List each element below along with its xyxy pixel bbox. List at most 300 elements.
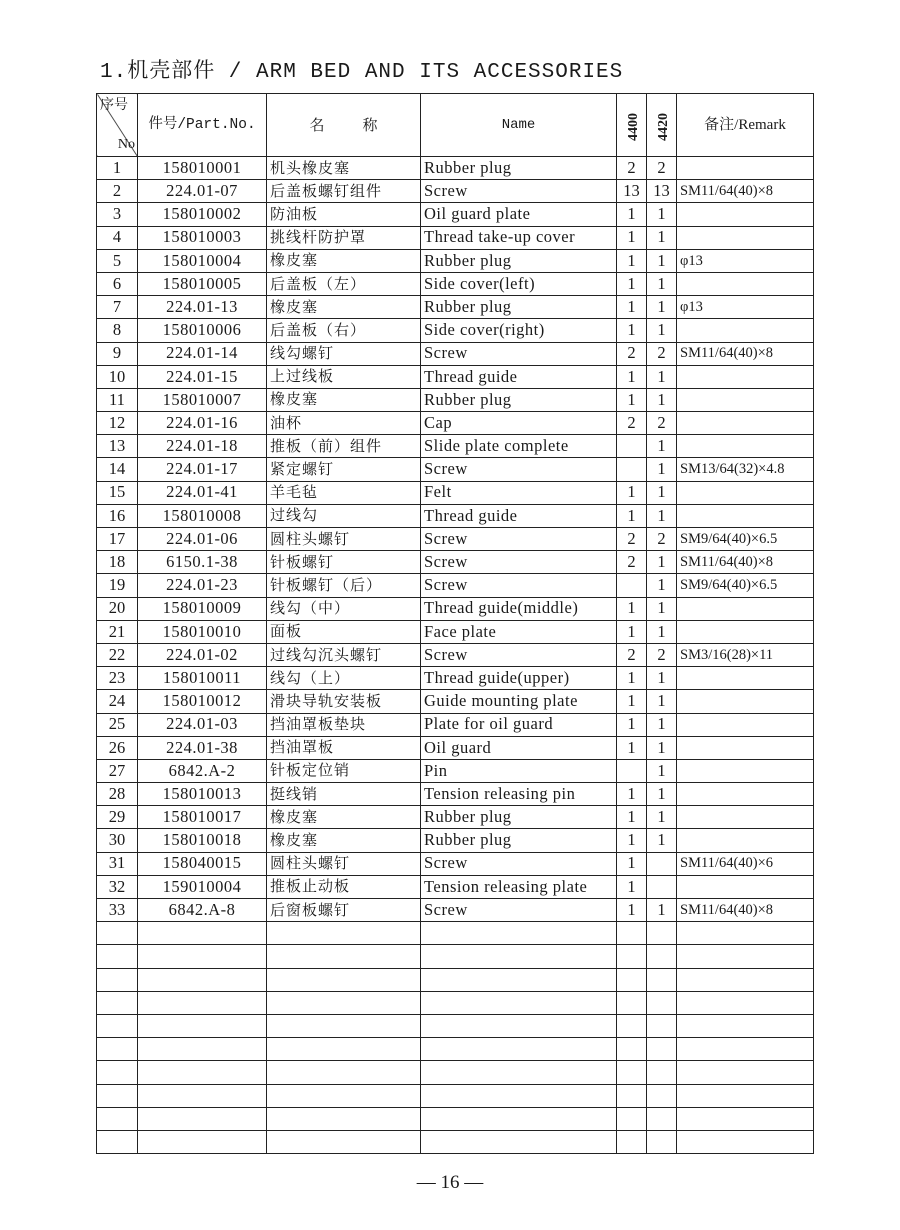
cell-qty-4400-empty [617, 1107, 647, 1130]
cell-no: 31 [97, 852, 138, 875]
cell-cn-name-empty [267, 1084, 421, 1107]
cell-cn-name: 针板螺钉 [267, 551, 421, 574]
cell-qty-4400: 1 [617, 481, 647, 504]
cell-part-no-empty [138, 945, 267, 968]
table-row [97, 203, 814, 226]
cell-cn-name: 针板螺钉（后） [267, 574, 421, 597]
cell-part-no: 158010010 [138, 620, 267, 643]
cell-cn-name: 推板（前）组件 [267, 435, 421, 458]
cell-qty-4420-empty [647, 1038, 677, 1061]
cell-name: Side cover(left) [421, 272, 617, 295]
cell-no: 27 [97, 759, 138, 782]
cell-remark: φ13 [677, 296, 814, 319]
cell-cn-name: 橡皮塞 [267, 388, 421, 411]
cell-remark-empty [677, 1014, 814, 1037]
cell-qty-4420 [647, 875, 677, 898]
cell-qty-4400: 1 [617, 319, 647, 342]
cell-no: 17 [97, 528, 138, 551]
cell-qty-4400: 2 [617, 157, 647, 180]
cell-part-no-empty [138, 1061, 267, 1084]
cell-no: 25 [97, 713, 138, 736]
cell-part-no-empty [138, 1084, 267, 1107]
cell-qty-4400-empty [617, 991, 647, 1014]
cell-cn-name-empty [267, 1014, 421, 1037]
cell-part-no: 158010011 [138, 667, 267, 690]
parts-table [96, 93, 814, 1154]
cell-no: 13 [97, 435, 138, 458]
cell-name: Felt [421, 481, 617, 504]
cell-name: Screw [421, 528, 617, 551]
cell-name-empty [421, 1038, 617, 1061]
cell-remark [677, 875, 814, 898]
table-row [97, 783, 814, 806]
cell-cn-name-empty [267, 1107, 421, 1130]
cell-part-no: 224.01-41 [138, 481, 267, 504]
cell-remark: SM3/16(28)×11 [677, 643, 814, 666]
cell-name-empty [421, 1084, 617, 1107]
empty-table-row [97, 1107, 814, 1130]
table-header-row [97, 94, 814, 157]
cell-remark [677, 783, 814, 806]
cell-qty-4420: 2 [647, 157, 677, 180]
cell-part-no: 158010003 [138, 226, 267, 249]
table-row [97, 574, 814, 597]
cell-part-no: 6150.1-38 [138, 551, 267, 574]
cell-no-empty [97, 1014, 138, 1037]
table-row [97, 829, 814, 852]
cell-remark: SM9/64(40)×6.5 [677, 528, 814, 551]
cell-qty-4420: 1 [647, 481, 677, 504]
cell-remark [677, 806, 814, 829]
cell-cn-name: 挡油罩板垫块 [267, 713, 421, 736]
cell-qty-4400: 1 [617, 272, 647, 295]
cell-part-no: 224.01-15 [138, 365, 267, 388]
cell-no: 30 [97, 829, 138, 852]
cell-qty-4400: 1 [617, 690, 647, 713]
cell-cn-name: 圆柱头螺钉 [267, 528, 421, 551]
cell-part-no-empty [138, 1014, 267, 1037]
table-row [97, 481, 814, 504]
cell-name: Screw [421, 458, 617, 481]
cell-name-empty [421, 991, 617, 1014]
table-row [97, 852, 814, 875]
cell-part-no: 224.01-06 [138, 528, 267, 551]
table-row [97, 296, 814, 319]
cell-part-no: 158010013 [138, 783, 267, 806]
cell-qty-4400: 1 [617, 713, 647, 736]
header-part-no: 件号/Part.No. [138, 94, 267, 157]
cell-no-empty [97, 991, 138, 1014]
header-remark: 备注/Remark [677, 94, 814, 157]
cell-cn-name: 面板 [267, 620, 421, 643]
cell-remark [677, 620, 814, 643]
cell-part-no-empty [138, 991, 267, 1014]
cell-cn-name: 线勾螺钉 [267, 342, 421, 365]
cell-qty-4420: 1 [647, 551, 677, 574]
cell-no: 10 [97, 365, 138, 388]
cell-cn-name: 机头橡皮塞 [267, 157, 421, 180]
cell-qty-4400: 1 [617, 899, 647, 922]
cell-qty-4400-empty [617, 1130, 647, 1153]
cell-qty-4400: 2 [617, 342, 647, 365]
cell-name-empty [421, 1130, 617, 1153]
header-no-cn: 序号 [100, 97, 128, 113]
cell-name-empty [421, 968, 617, 991]
cell-name: Tension releasing plate [421, 875, 617, 898]
cell-name: Pin [421, 759, 617, 782]
cell-name-empty [421, 1014, 617, 1037]
table-row [97, 157, 814, 180]
cell-part-no-empty [138, 968, 267, 991]
cell-qty-4400-empty [617, 922, 647, 945]
cell-cn-name: 针板定位销 [267, 759, 421, 782]
cell-cn-name: 橡皮塞 [267, 249, 421, 272]
header-model-4400 [617, 94, 647, 157]
cell-qty-4420: 1 [647, 736, 677, 759]
table-row [97, 342, 814, 365]
cell-remark [677, 736, 814, 759]
cell-cn-name: 后盖板（左） [267, 272, 421, 295]
cell-qty-4400-empty [617, 1038, 647, 1061]
cell-qty-4400: 1 [617, 504, 647, 527]
cell-qty-4400: 1 [617, 829, 647, 852]
cell-remark [677, 412, 814, 435]
cell-name: Screw [421, 180, 617, 203]
cell-remark-empty [677, 1061, 814, 1084]
cell-no: 24 [97, 690, 138, 713]
cell-remark: SM11/64(40)×8 [677, 899, 814, 922]
cell-name: Oil guard plate [421, 203, 617, 226]
table-row [97, 180, 814, 203]
cell-remark [677, 435, 814, 458]
cell-cn-name: 油杯 [267, 412, 421, 435]
cell-no: 6 [97, 272, 138, 295]
cell-qty-4400: 1 [617, 388, 647, 411]
cell-name: Rubber plug [421, 296, 617, 319]
table-row [97, 713, 814, 736]
cell-no-empty [97, 1038, 138, 1061]
cell-name: Thread take-up cover [421, 226, 617, 249]
cell-qty-4400: 1 [617, 852, 647, 875]
cell-cn-name: 挑线杆防护罩 [267, 226, 421, 249]
cell-cn-name: 防油板 [267, 203, 421, 226]
cell-name: Rubber plug [421, 388, 617, 411]
cell-remark-empty [677, 991, 814, 1014]
cell-cn-name: 挺线销 [267, 783, 421, 806]
cell-qty-4420: 1 [647, 435, 677, 458]
cell-cn-name: 橡皮塞 [267, 296, 421, 319]
cell-cn-name: 线勾（中） [267, 597, 421, 620]
cell-name: Screw [421, 643, 617, 666]
cell-cn-name: 后盖板（右） [267, 319, 421, 342]
cell-no: 2 [97, 180, 138, 203]
cell-part-no: 224.01-14 [138, 342, 267, 365]
table-row [97, 736, 814, 759]
cell-cn-name: 羊毛毡 [267, 481, 421, 504]
cell-part-no: 158010002 [138, 203, 267, 226]
cell-qty-4420: 1 [647, 458, 677, 481]
cell-no: 7 [97, 296, 138, 319]
cell-qty-4400: 1 [617, 226, 647, 249]
cell-remark: φ13 [677, 249, 814, 272]
cell-qty-4420-empty [647, 1107, 677, 1130]
empty-table-row [97, 1038, 814, 1061]
cell-no: 32 [97, 875, 138, 898]
cell-part-no: 158040015 [138, 852, 267, 875]
cell-no: 28 [97, 783, 138, 806]
cell-name: Thread guide(middle) [421, 597, 617, 620]
cell-qty-4400-empty [617, 1084, 647, 1107]
page-number: — 16 — [416, 1172, 484, 1193]
table-row [97, 875, 814, 898]
cell-part-no: 224.01-16 [138, 412, 267, 435]
cell-qty-4400: 2 [617, 551, 647, 574]
cell-part-no-empty [138, 922, 267, 945]
cell-name: Thread guide [421, 365, 617, 388]
cell-cn-name: 过线勾沉头螺钉 [267, 643, 421, 666]
cell-name: Rubber plug [421, 806, 617, 829]
cell-no: 29 [97, 806, 138, 829]
cell-no: 9 [97, 342, 138, 365]
cell-qty-4420: 2 [647, 528, 677, 551]
cell-name: Screw [421, 342, 617, 365]
cell-cn-name: 紧定螺钉 [267, 458, 421, 481]
cell-cn-name-empty [267, 968, 421, 991]
cell-remark [677, 829, 814, 852]
cell-remark-empty [677, 1038, 814, 1061]
table-row [97, 226, 814, 249]
cell-part-no-empty [138, 1107, 267, 1130]
cell-name-empty [421, 1061, 617, 1084]
header-cn-name-b: 称 [362, 115, 378, 134]
cell-part-no: 158010012 [138, 690, 267, 713]
cell-remark [677, 365, 814, 388]
cell-part-no: 158010006 [138, 319, 267, 342]
cell-remark [677, 759, 814, 782]
cell-no: 11 [97, 388, 138, 411]
header-name: Name [421, 94, 617, 157]
cell-part-no: 224.01-07 [138, 180, 267, 203]
cell-name: Screw [421, 551, 617, 574]
cell-cn-name: 过线勾 [267, 504, 421, 527]
cell-qty-4420: 1 [647, 272, 677, 295]
header-cn-name-a: 名 [309, 115, 325, 134]
cell-qty-4400: 1 [617, 783, 647, 806]
cell-name: Thread guide(upper) [421, 667, 617, 690]
cell-qty-4400: 1 [617, 620, 647, 643]
cell-no: 8 [97, 319, 138, 342]
cell-remark [677, 226, 814, 249]
cell-remark: SM13/64(32)×4.8 [677, 458, 814, 481]
cell-qty-4420-empty [647, 1014, 677, 1037]
cell-part-no: 158010005 [138, 272, 267, 295]
cell-part-no: 158010008 [138, 504, 267, 527]
table-row [97, 388, 814, 411]
cell-qty-4420: 1 [647, 759, 677, 782]
header-cn-name [267, 94, 421, 157]
cell-part-no: 224.01-18 [138, 435, 267, 458]
cell-qty-4420: 1 [647, 203, 677, 226]
cell-name: Side cover(right) [421, 319, 617, 342]
cell-no-empty [97, 1061, 138, 1084]
cell-cn-name-empty [267, 1038, 421, 1061]
cell-no: 5 [97, 249, 138, 272]
cell-remark [677, 272, 814, 295]
table-row [97, 528, 814, 551]
cell-part-no: 224.01-13 [138, 296, 267, 319]
cell-qty-4400-empty [617, 968, 647, 991]
header-model-4420 [647, 94, 677, 157]
cell-remark-empty [677, 945, 814, 968]
cell-remark: SM11/64(40)×6 [677, 852, 814, 875]
cell-remark [677, 319, 814, 342]
cell-name: Screw [421, 574, 617, 597]
cell-qty-4400: 1 [617, 365, 647, 388]
cell-part-no: 224.01-17 [138, 458, 267, 481]
cell-cn-name: 推板止动板 [267, 875, 421, 898]
cell-no: 18 [97, 551, 138, 574]
table-row [97, 412, 814, 435]
table-row [97, 435, 814, 458]
cell-remark: SM11/64(40)×8 [677, 551, 814, 574]
cell-no: 23 [97, 667, 138, 690]
cell-qty-4420: 1 [647, 504, 677, 527]
cell-remark-empty [677, 1107, 814, 1130]
table-row [97, 620, 814, 643]
cell-no: 15 [97, 481, 138, 504]
cell-qty-4400: 1 [617, 249, 647, 272]
cell-qty-4420-empty [647, 922, 677, 945]
empty-table-row [97, 945, 814, 968]
cell-qty-4420 [647, 852, 677, 875]
parts-table-body [97, 157, 814, 1154]
cell-name-empty [421, 945, 617, 968]
cell-qty-4420: 13 [647, 180, 677, 203]
empty-table-row [97, 1014, 814, 1037]
table-row [97, 690, 814, 713]
cell-qty-4420: 1 [647, 597, 677, 620]
cell-no-empty [97, 922, 138, 945]
cell-qty-4400-empty [617, 1061, 647, 1084]
table-row [97, 365, 814, 388]
cell-qty-4420-empty [647, 1084, 677, 1107]
cell-remark [677, 481, 814, 504]
cell-qty-4400 [617, 574, 647, 597]
cell-qty-4420: 1 [647, 899, 677, 922]
cell-qty-4400: 2 [617, 643, 647, 666]
cell-no-empty [97, 1107, 138, 1130]
cell-cn-name-empty [267, 1130, 421, 1153]
cell-no: 33 [97, 899, 138, 922]
cell-name: Screw [421, 852, 617, 875]
cell-no: 1 [97, 157, 138, 180]
cell-name: Guide mounting plate [421, 690, 617, 713]
cell-name: Rubber plug [421, 829, 617, 852]
cell-remark [677, 504, 814, 527]
empty-table-row [97, 968, 814, 991]
cell-qty-4420: 1 [647, 388, 677, 411]
cell-part-no: 158010018 [138, 829, 267, 852]
table-row [97, 806, 814, 829]
cell-qty-4420: 1 [647, 713, 677, 736]
cell-no: 20 [97, 597, 138, 620]
cell-qty-4420: 1 [647, 574, 677, 597]
header-no [97, 94, 138, 157]
cell-qty-4400 [617, 435, 647, 458]
cell-remark [677, 203, 814, 226]
header-model-4400-label: 4400 [626, 112, 641, 141]
header-model-4420-label: 4420 [656, 112, 671, 141]
cell-part-no: 159010004 [138, 875, 267, 898]
cell-cn-name: 上过线板 [267, 365, 421, 388]
cell-name: Screw [421, 899, 617, 922]
cell-no: 12 [97, 412, 138, 435]
cell-remark-empty [677, 1130, 814, 1153]
page-title: 1.机壳部件 / ARM BED AND ITS ACCESSORIES [100, 61, 624, 84]
cell-remark [677, 157, 814, 180]
cell-remark [677, 667, 814, 690]
cell-no-empty [97, 945, 138, 968]
cell-qty-4420-empty [647, 968, 677, 991]
cell-qty-4400: 1 [617, 667, 647, 690]
cell-cn-name: 橡皮塞 [267, 829, 421, 852]
cell-cn-name: 橡皮塞 [267, 806, 421, 829]
cell-remark: SM9/64(40)×6.5 [677, 574, 814, 597]
cell-no: 21 [97, 620, 138, 643]
cell-qty-4420-empty [647, 945, 677, 968]
table-row [97, 504, 814, 527]
cell-remark [677, 597, 814, 620]
cell-no-empty [97, 1084, 138, 1107]
cell-qty-4400: 1 [617, 875, 647, 898]
cell-no: 3 [97, 203, 138, 226]
cell-qty-4420: 2 [647, 342, 677, 365]
cell-qty-4400-empty [617, 945, 647, 968]
cell-part-no-empty [138, 1130, 267, 1153]
cell-remark: SM11/64(40)×8 [677, 180, 814, 203]
cell-qty-4400: 2 [617, 528, 647, 551]
cell-qty-4420-empty [647, 991, 677, 1014]
cell-cn-name-empty [267, 1061, 421, 1084]
cell-no-empty [97, 1130, 138, 1153]
cell-name: Oil guard [421, 736, 617, 759]
cell-qty-4420: 1 [647, 296, 677, 319]
table-row [97, 899, 814, 922]
empty-table-row [97, 1130, 814, 1153]
cell-part-no: 158010009 [138, 597, 267, 620]
cell-no: 19 [97, 574, 138, 597]
cell-qty-4420: 1 [647, 667, 677, 690]
table-row [97, 249, 814, 272]
cell-qty-4420: 1 [647, 690, 677, 713]
cell-qty-4420: 2 [647, 412, 677, 435]
cell-qty-4420-empty [647, 1130, 677, 1153]
cell-part-no: 224.01-38 [138, 736, 267, 759]
table-row [97, 319, 814, 342]
cell-qty-4400: 1 [617, 203, 647, 226]
table-row [97, 667, 814, 690]
cell-cn-name: 后窗板螺钉 [267, 899, 421, 922]
table-row [97, 551, 814, 574]
empty-table-row [97, 1084, 814, 1107]
cell-name: Rubber plug [421, 249, 617, 272]
cell-part-no: 158010004 [138, 249, 267, 272]
table-row [97, 759, 814, 782]
cell-cn-name: 圆柱头螺钉 [267, 852, 421, 875]
cell-qty-4400 [617, 759, 647, 782]
cell-qty-4400: 2 [617, 412, 647, 435]
cell-qty-4420: 1 [647, 319, 677, 342]
